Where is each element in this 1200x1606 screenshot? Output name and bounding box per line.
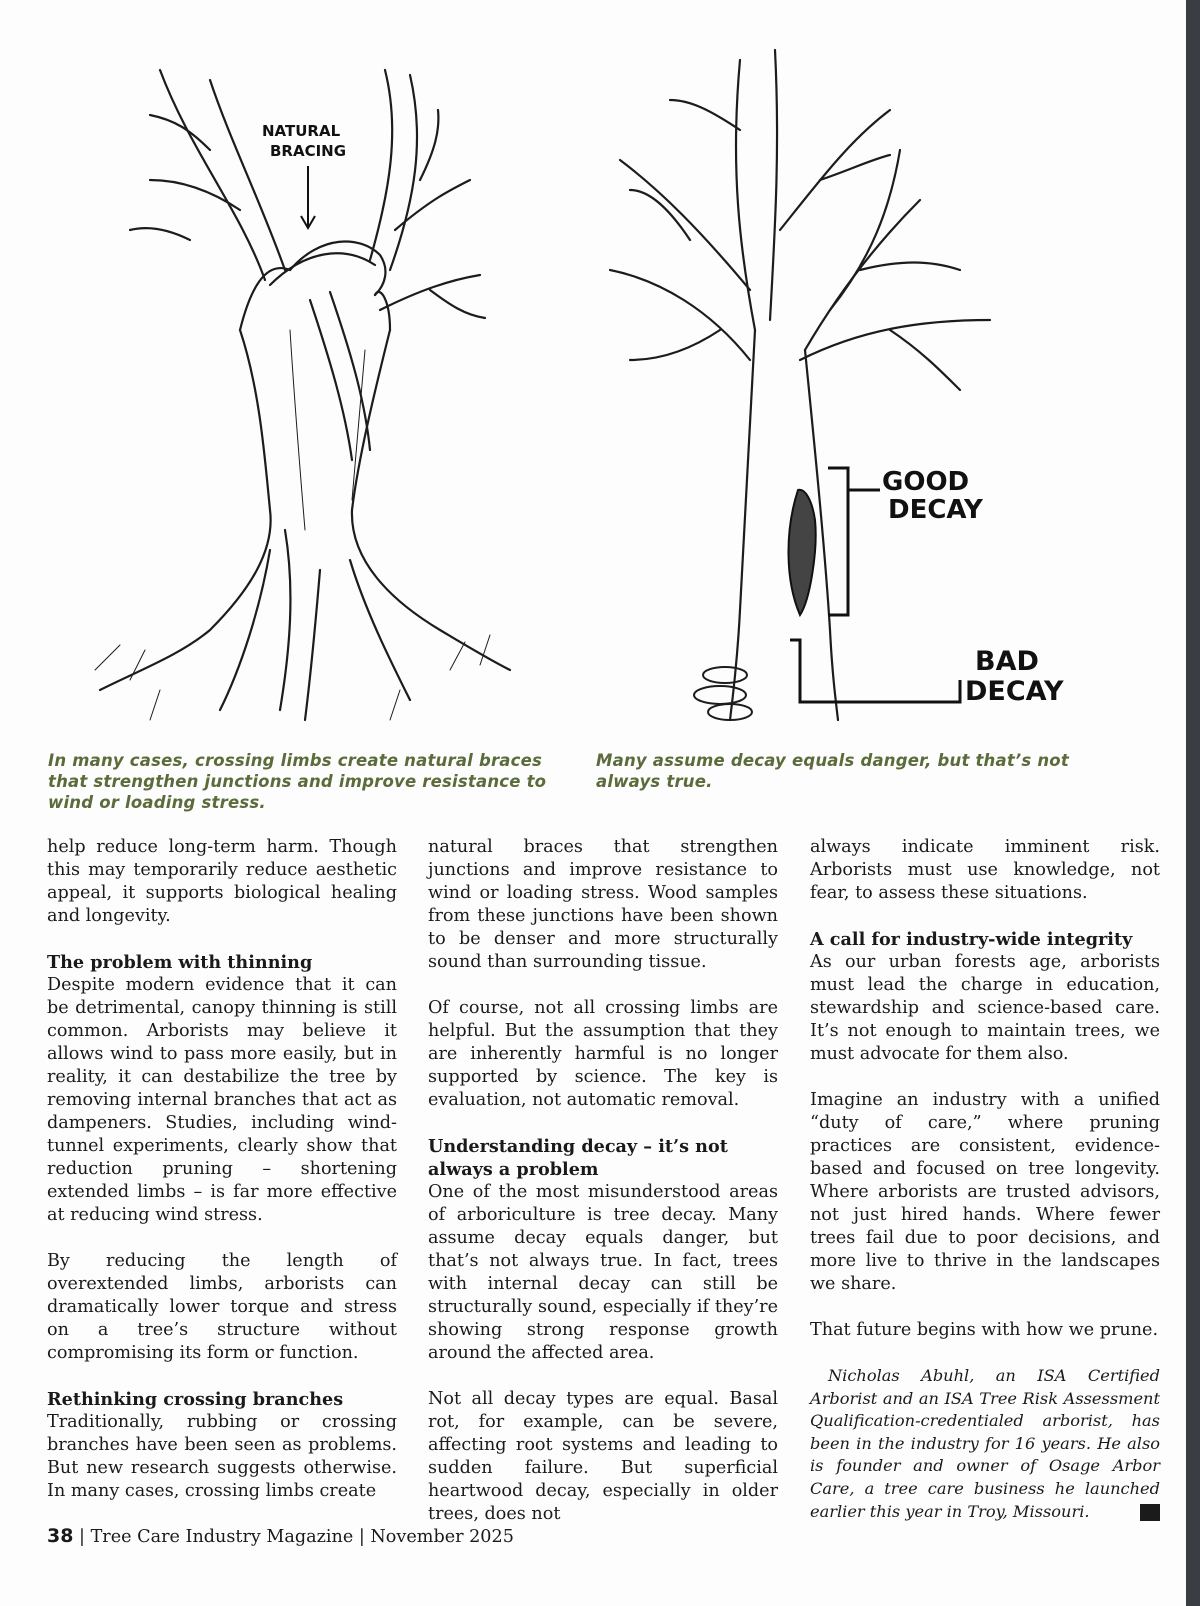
paragraph: always indicate imminent risk. Arborists must use knowledge, not fear, to assess these situations. (810, 837, 1160, 903)
author-bio (810, 1365, 1160, 1523)
section-heading-integrity: A call for industry-wide integrity (810, 929, 1133, 950)
page-number: 38 (47, 1525, 74, 1547)
figure-natural-bracing (90, 30, 520, 730)
footer-publication: | Tree Care Industry Magazine | November 2025 (73, 1527, 514, 1547)
paragraph: By reducing the length of overextended limbs, arborists can dramatically lower torque and stress on a tree’s structure without compromising its form or function. (47, 1251, 397, 1363)
paragraph: One of the most misunderstood areas of arboriculture is tree decay. Many assume decay equals danger, but that’s not always true. In fact, trees with internal decay can still be structurally sound, especially if they’re showing strong response growth around the affected area. (428, 1182, 778, 1363)
paragraph: Of course, not all crossing limbs are helpful. But the assumption that they are inherently harmful is no longer supported by science. The key is evaluation, not automatic removal. (428, 998, 778, 1110)
paragraph: That future begins with how we prune. (810, 1320, 1159, 1340)
good-decay-label-2: DECAY (888, 495, 983, 525)
end-of-article-mark (1140, 1504, 1160, 1521)
crossing-limbs-illustration (90, 30, 520, 730)
paragraph: help reduce long-term harm. Though this may temporarily reduce aesthetic appeal, it supports biological healing and longevity. (47, 837, 397, 926)
figure-decay (590, 30, 1100, 730)
paragraph: Imagine an industry with a unified “duty of care,” where pruning practices are consistent, evidence-based and focused on tree longevity. Where arborists are trusted advisors, not just hired hands. Where fewer trees fail due to poor decisions, and more live to thrive in the landscapes we share. (810, 1090, 1160, 1294)
section-heading-decay: Understanding decay – it’s not always a problem (428, 1136, 728, 1180)
paragraph: Despite modern evidence that it can be detrimental, canopy thinning is still common. Arborists may believe it allows wind to pass more easily, but in reality, it can destabilize the tree by removing internal branches that act as dampeners. Studies, including wind-tunnel experiments, clearly show that reduction pruning – shortening extended limbs – is far more effective at reducing wind stress. (47, 975, 397, 1225)
natural-bracing-label: NATURAL (262, 122, 341, 140)
article-column-3 (810, 836, 1160, 1546)
section-heading-thinning: The problem with thinning (47, 952, 313, 973)
bad-decay-label: BAD (975, 646, 1039, 677)
paragraph: As our urban forests age, arborists must lead the charge in education, stewardship and science-based care. It’s not enough to maintain trees, we must advocate for them also. (810, 952, 1160, 1064)
caption-natural-bracing: In many cases, crossing limbs create natural braces that strengthen junctions and improve resistance to wind or loading stress. (48, 751, 547, 812)
decay-tree-illustration (590, 30, 1100, 730)
author-bio-text: Nicholas Abuhl, an ISA Certified Arborist and an ISA Tree Risk Assessment Qualification-credentialed arborist, has been in the industry for 16 years. He also is founder and owner of Osage Arbor Care, a tree care business he launched earlier this year in Troy, Missouri. (810, 1366, 1160, 1521)
caption-decay: Many assume decay equals danger, but that’s not always true. (596, 751, 1069, 791)
good-decay-label: GOOD (882, 467, 970, 497)
bad-decay-label-2: DECAY (965, 676, 1064, 707)
natural-bracing-label-2: BRACING (270, 142, 347, 160)
page-footer (47, 1524, 514, 1549)
paragraph: natural braces that strengthen junctions and improve resistance to wind or loading stress. Wood samples from these junctions have been shown to be denser and more structurally sound than surrounding tissue. (428, 837, 778, 972)
paragraph: Traditionally, rubbing or crossing branches have been seen as problems. But new research suggests otherwise. In many cases, crossing limbs create (47, 1412, 397, 1501)
page-edge (1186, 0, 1200, 1606)
paragraph: Not all decay types are equal. Basal rot, for example, can be severe, affecting root systems and leading to sudden failure. But superficial heartwood decay, especially in older trees, does not (428, 1389, 778, 1524)
article-column-1 (47, 836, 397, 1526)
article-column-2 (428, 836, 778, 1549)
section-heading-crossing: Rethinking crossing branches (47, 1389, 344, 1410)
